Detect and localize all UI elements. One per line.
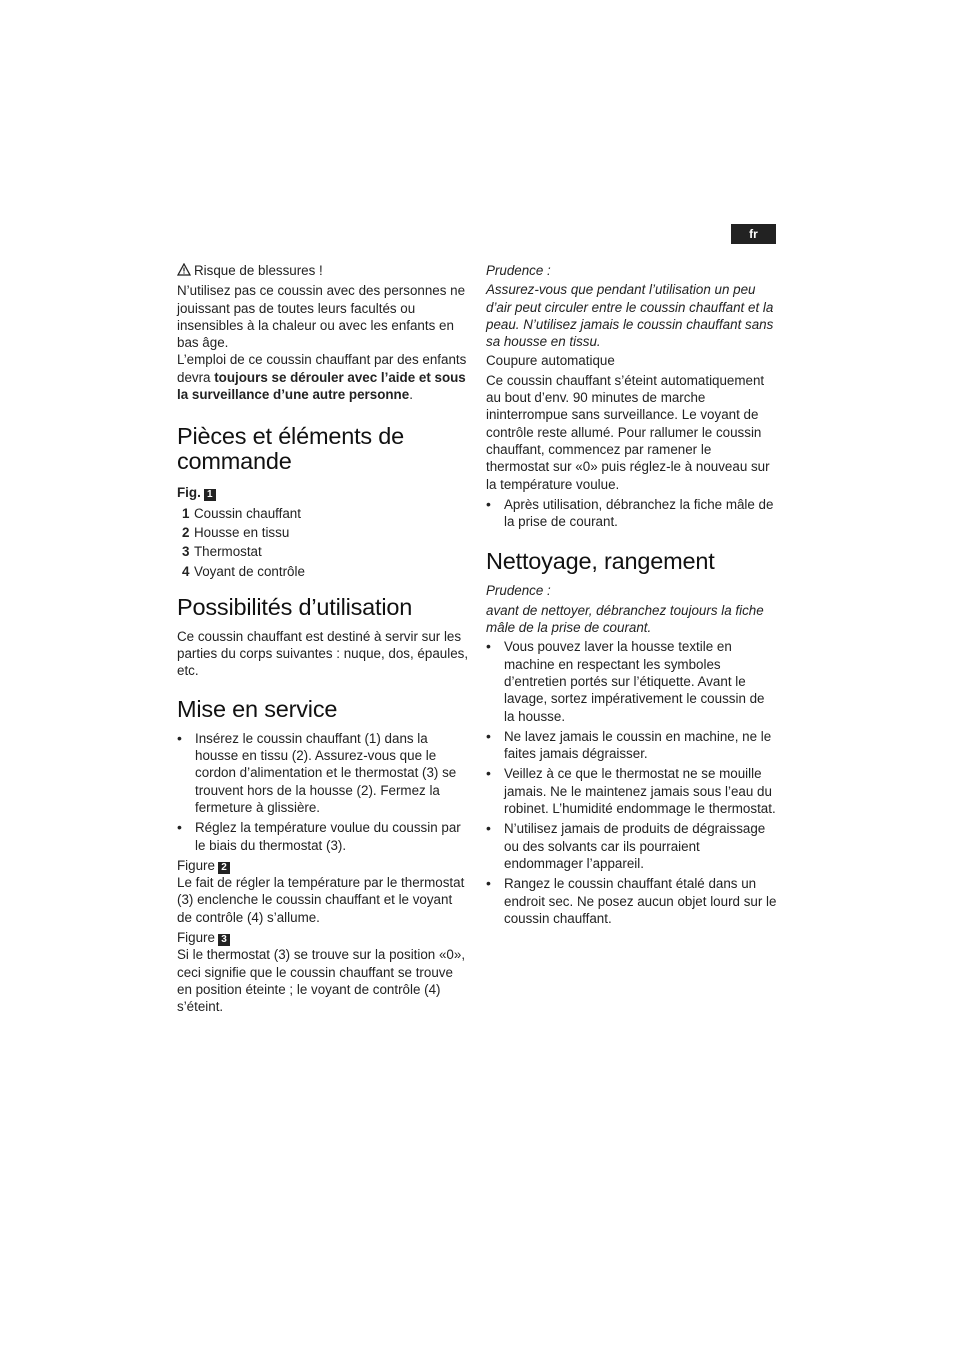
figure-2-label: Figure 2 <box>177 857 469 874</box>
parts-list-item <box>177 524 469 541</box>
prudence-2-paragraph: avant de nettoyer, débranchez toujours la fiche mâle de la prise de courant. <box>486 602 764 636</box>
auto-off-title: Coupure automatique <box>486 353 615 369</box>
part-label: Housse en tissu <box>194 524 290 540</box>
figure-3-paragraph: Si le thermostat (3) se trouve sur la position «0», ceci signifie que le coussin chauffant se trouve en position éteinte ; le voyant de contrôle (4) s’éteint. <box>177 947 466 1015</box>
part-number: 4 <box>182 563 190 579</box>
figure-number-badge: 3 <box>218 934 230 946</box>
parts-list-item <box>177 543 469 560</box>
prudence-1-title: Prudence : <box>486 263 551 278</box>
auto-off-paragraph: Ce coussin chauffant s’éteint automatiquement au bout d’env. 90 minutes de marche ininterrompue sans surveillance. Le voyant de contrôle reste allumé. Pour rallumer le coussin chauffant, commencez par ramener le thermostat sur «0» puis réglez-le à nouveau sur la température voulue. <box>486 372 770 492</box>
part-number: 2 <box>182 524 190 540</box>
bullet-item: • Insérez le coussin chauffant (1) dans la housse en tissu (2). Assurez-vous que le cordon d’alimentation et le thermostat (3) se trouvent hors de la housse (2). Fermez la fermeture à glissière. <box>177 730 469 816</box>
part-label: Voyant de contrôle <box>194 563 305 579</box>
part-number: 1 <box>182 505 190 521</box>
warning-heading <box>177 262 469 280</box>
bullet-item: • N’utilisez jamais de produits de dégraissage ou des solvants car ils pourraient endommager l’appareil. <box>486 820 778 872</box>
warning-paragraph-1: N’utilisez pas ce coussin avec des personnes ne jouissant pas de toutes leurs facultés ou insensibles à la chaleur ou avec les enfants en bas âge. <box>177 283 466 351</box>
bullet-item: • Rangez le coussin chauffant étalé dans un endroit sec. Ne posez aucun objet lourd sur le coussin chauffant. <box>486 875 778 927</box>
prudence-2-title: Prudence : <box>486 583 551 599</box>
parts-list-item <box>177 563 469 580</box>
figure-number-badge: 1 <box>204 489 216 501</box>
figure-2-paragraph: Le fait de régler la température par le thermostat (3) enclenche le coussin chauffant et le voyant de contrôle (4) s’allume. <box>177 875 465 925</box>
bullet-item: • Vous pouvez laver la housse textile en machine en respectant les symboles d’entretien portés sur l’étiquette. Avant le lavage, sortez impérativement le coussin de la housse. <box>486 638 778 724</box>
service-bullets <box>177 730 469 854</box>
warning-title: Risque de blessures ! <box>194 263 323 278</box>
warning-triangle-icon <box>177 263 191 280</box>
language-tab: fr <box>731 224 776 244</box>
prudence-1-paragraph: Assurez-vous que pendant l’utilisation un peu d’air peut circuler entre le coussin chauffant et la peau. N’utilisez jamais le coussin chauffant sans sa housse en tissu. <box>486 282 774 350</box>
heading-parts: Pièces et éléments de commande <box>177 423 405 475</box>
part-label: Coussin chauffant <box>194 505 301 521</box>
auto-off-bullets <box>486 496 778 531</box>
bullet-item: • Réglez la température voulue du coussin par le biais du thermostat (3). <box>177 819 469 854</box>
parts-list-item <box>177 505 469 522</box>
clean-bullets <box>486 638 778 927</box>
bullet-item: • Ne lavez jamais le coussin en machine, ne le faites jamais dégraisser. <box>486 728 778 763</box>
parts-list <box>177 505 469 580</box>
part-number: 3 <box>182 544 190 560</box>
part-label: Thermostat <box>194 544 262 560</box>
heading-uses: Possibilités d’utilisation <box>177 593 413 620</box>
bullet-item: • Après utilisation, débranchez la fiche mâle de la prise de courant. <box>486 496 778 531</box>
heading-clean: Nettoyage, rangement <box>486 548 715 575</box>
right-column <box>486 262 778 930</box>
bullet-item: • Veillez à ce que le thermostat ne se mouille jamais. Ne le maintenez jamais sous l’eau du robinet. L’humidité endommage le thermostat. <box>486 765 778 817</box>
figure-3-label: Figure 3 <box>177 929 469 946</box>
left-column <box>177 262 469 1016</box>
uses-paragraph: Ce coussin chauffant est destiné à servir sur les parties du corps suivantes : nuque, dos, épaules, etc. <box>177 628 469 679</box>
heading-service: Mise en service <box>177 695 338 722</box>
warning-paragraph-2: L’emploi de ce coussin chauffant par des enfants devra toujours se dérouler avec l’aide et sous la surveillance d’une autre personne. <box>177 352 467 403</box>
figure-number-badge: 2 <box>218 862 230 874</box>
fig-1-label: Fig. 1 <box>177 484 469 501</box>
